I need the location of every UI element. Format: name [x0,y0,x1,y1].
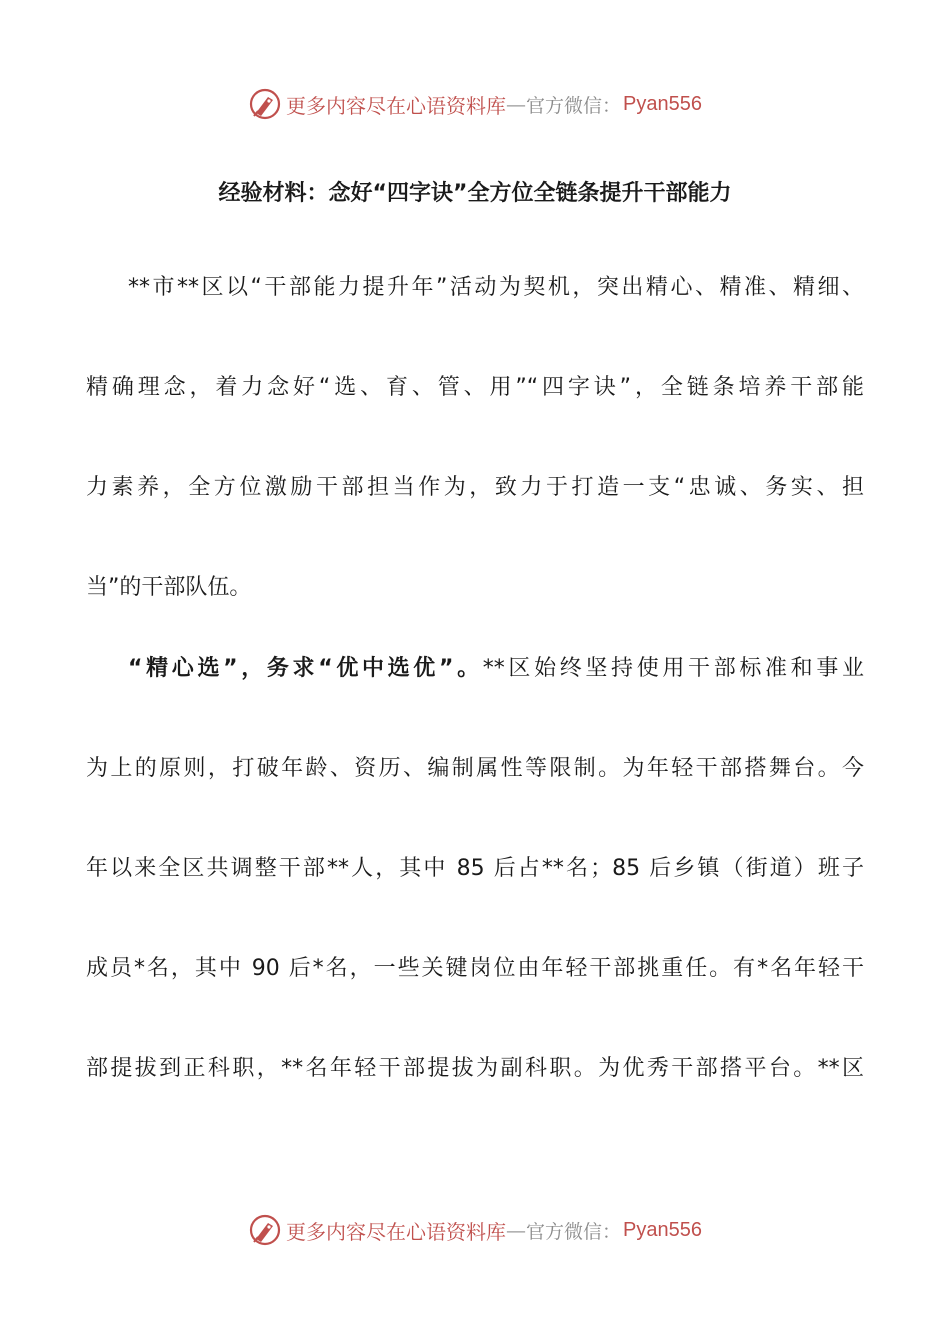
paragraph2-line-3: 年以来全区共调整干部**人，其中 85 后占**名；85 后乡镇（街道）班子 [86,856,864,881]
paragraph2-line-2: 为上的原则，打破年龄、资历、编制属性等限制。为年轻干部搭舞台。今 [86,756,864,781]
paragraph2-line-4: 成员*名，其中 90 后*名，一些关键岗位由年轻干部挑重任。有*名年轻干 [86,956,864,981]
watermark-sub-text: 官方微信： [526,1220,622,1243]
paragraph1-line-2: 精确理念，着力念好“选、育、管、用”“四字诀”，全链条培养干部能 [86,375,864,400]
watermark-dash: — [506,1218,526,1242]
watermark-wechat-id: Pyan556 [623,92,702,115]
paragraph2-heading: “精心选”，务求“优中选优”。 [128,656,483,681]
paragraph2-line-5: 部提拔到正科职，**名年轻干部提拔为副科职。为优秀干部搭平台。**区 [86,1056,864,1081]
pen-nib-logo-icon [248,1213,282,1247]
watermark-sub-text: 官方微信： [526,94,622,117]
watermark-brand-text: 更多内容尽在心语资料库 [286,93,506,118]
paragraph1-line-1: **市**区以“干部能力提升年”活动为契机，突出精心、精准、精细、 [128,275,864,300]
paragraph1-line-3: 力素养，全方位激励干部担当作为，致力于打造一支“忠诚、务实、担 [86,475,864,500]
footer-watermark [0,1210,950,1250]
paragraph2-line-1 [128,651,864,687]
pen-nib-logo-icon [248,87,282,121]
document-title: 经验材料：念好“四字诀”全方位全链条提升干部能力 [218,181,732,206]
watermark-wechat-id: Pyan556 [623,1218,702,1241]
header-watermark [0,84,950,124]
paragraph2-first-line-rest: **区始终坚持使用干部标准和事业 [482,656,864,681]
paragraph1-line-4: 当”的干部队伍。 [86,575,252,600]
watermark-brand-text: 更多内容尽在心语资料库 [286,1219,506,1244]
watermark-dash: — [506,92,526,116]
